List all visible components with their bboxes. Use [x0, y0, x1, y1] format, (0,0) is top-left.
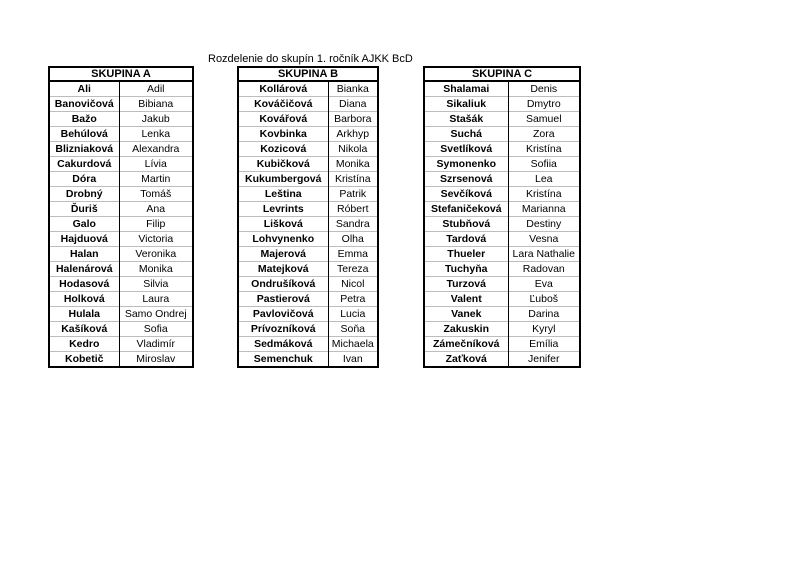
surname-cell: Holková: [49, 292, 119, 307]
first-name-cell: Martin: [119, 172, 193, 187]
table-row: [238, 97, 378, 112]
surname-cell: Banovičová: [49, 97, 119, 112]
first-name-cell: Dmytro: [508, 97, 580, 112]
table-row: [49, 307, 193, 322]
first-name-cell: Veronika: [119, 247, 193, 262]
first-name-cell: Lucia: [328, 307, 378, 322]
first-name-cell: Kristína: [508, 187, 580, 202]
first-name-cell: Róbert: [328, 202, 378, 217]
first-name-cell: Jakub: [119, 112, 193, 127]
first-name-cell: Denis: [508, 81, 580, 97]
surname-cell: Kovářová: [238, 112, 328, 127]
surname-cell: Halan: [49, 247, 119, 262]
first-name-cell: Lara Nathalie: [508, 247, 580, 262]
group-c-table: [423, 66, 581, 368]
surname-cell: Matejková: [238, 262, 328, 277]
first-name-cell: Vesna: [508, 232, 580, 247]
surname-cell: Stefaničeková: [424, 202, 508, 217]
first-name-cell: Olha: [328, 232, 378, 247]
surname-cell: Kobetič: [49, 352, 119, 368]
surname-cell: Symonenko: [424, 157, 508, 172]
surname-cell: Hajduová: [49, 232, 119, 247]
first-name-cell: Eva: [508, 277, 580, 292]
first-name-cell: Monika: [328, 157, 378, 172]
first-name-cell: Samo Ondrej: [119, 307, 193, 322]
first-name-cell: Ivan: [328, 352, 378, 368]
first-name-cell: Lenka: [119, 127, 193, 142]
surname-cell: Halenárová: [49, 262, 119, 277]
surname-cell: Prívozníková: [238, 322, 328, 337]
table-row: [49, 97, 193, 112]
surname-cell: Lišková: [238, 217, 328, 232]
surname-cell: Lohvynenko: [238, 232, 328, 247]
table-row: [238, 292, 378, 307]
first-name-cell: Kyryl: [508, 322, 580, 337]
first-name-cell: Radovan: [508, 262, 580, 277]
surname-cell: Drobný: [49, 187, 119, 202]
table-row: [424, 292, 580, 307]
surname-cell: Zakuskin: [424, 322, 508, 337]
first-name-cell: Emma: [328, 247, 378, 262]
table-row: [424, 157, 580, 172]
table-row: [424, 217, 580, 232]
surname-cell: Hodasová: [49, 277, 119, 292]
first-name-cell: Nicol: [328, 277, 378, 292]
surname-cell: Dóra: [49, 172, 119, 187]
first-name-cell: Diana: [328, 97, 378, 112]
table-row: [424, 232, 580, 247]
table-row: [238, 232, 378, 247]
surname-cell: Sedmáková: [238, 337, 328, 352]
table-row: [238, 352, 378, 368]
first-name-cell: Miroslav: [119, 352, 193, 368]
first-name-cell: Alexandra: [119, 142, 193, 157]
table-row: [424, 322, 580, 337]
group-b-table: [237, 66, 379, 368]
surname-cell: Tuchyňa: [424, 262, 508, 277]
surname-cell: Levrints: [238, 202, 328, 217]
surname-cell: Svetlíková: [424, 142, 508, 157]
first-name-cell: Victoria: [119, 232, 193, 247]
first-name-cell: Sofiia: [508, 157, 580, 172]
surname-cell: Leština: [238, 187, 328, 202]
surname-cell: Bažo: [49, 112, 119, 127]
table-row: [424, 262, 580, 277]
surname-cell: Shalamai: [424, 81, 508, 97]
first-name-cell: Darina: [508, 307, 580, 322]
first-name-cell: Soňa: [328, 322, 378, 337]
surname-cell: Pastierová: [238, 292, 328, 307]
surname-cell: Sevčíková: [424, 187, 508, 202]
first-name-cell: Ana: [119, 202, 193, 217]
first-name-cell: Samuel: [508, 112, 580, 127]
group-a-table: [48, 66, 194, 368]
table-row: [238, 127, 378, 142]
surname-cell: Zaťková: [424, 352, 508, 368]
first-name-cell: Tomáš: [119, 187, 193, 202]
table-row: [49, 292, 193, 307]
table-row: [49, 81, 193, 97]
table-row: [49, 322, 193, 337]
table-row: [424, 142, 580, 157]
table-row: [238, 307, 378, 322]
surname-cell: Cakurdová: [49, 157, 119, 172]
surname-cell: Zámečníková: [424, 337, 508, 352]
first-name-cell: Silvia: [119, 277, 193, 292]
table-row: [238, 172, 378, 187]
surname-cell: Stubňová: [424, 217, 508, 232]
table-row: [238, 202, 378, 217]
table-row: [238, 277, 378, 292]
table-row: [238, 337, 378, 352]
table-row: [238, 142, 378, 157]
surname-cell: Kovbinka: [238, 127, 328, 142]
surname-cell: Ďuriš: [49, 202, 119, 217]
table-row: [49, 247, 193, 262]
first-name-cell: Destiny: [508, 217, 580, 232]
document-title: Rozdelenie do skupín 1. ročník AJKK BcD: [208, 53, 413, 65]
first-name-cell: Kristína: [508, 142, 580, 157]
surname-cell: Szrsenová: [424, 172, 508, 187]
table-row: [49, 142, 193, 157]
surname-cell: Turzová: [424, 277, 508, 292]
surname-cell: Suchá: [424, 127, 508, 142]
first-name-cell: Tereza: [328, 262, 378, 277]
surname-cell: Kubičková: [238, 157, 328, 172]
table-row: [238, 112, 378, 127]
first-name-cell: Petra: [328, 292, 378, 307]
table-row: [49, 277, 193, 292]
surname-cell: Pavlovičová: [238, 307, 328, 322]
surname-cell: Behúlová: [49, 127, 119, 142]
first-name-cell: Barbora: [328, 112, 378, 127]
surname-cell: Majerová: [238, 247, 328, 262]
surname-cell: Kašíková: [49, 322, 119, 337]
first-name-cell: Michaela: [328, 337, 378, 352]
surname-cell: Hulala: [49, 307, 119, 322]
first-name-cell: Bibiana: [119, 97, 193, 112]
table-row: [49, 337, 193, 352]
first-name-cell: Arkhyp: [328, 127, 378, 142]
surname-cell: Blizniaková: [49, 142, 119, 157]
table-row: [238, 247, 378, 262]
first-name-cell: Lea: [508, 172, 580, 187]
table-row: [424, 247, 580, 262]
table-row: [49, 187, 193, 202]
table-row: [238, 262, 378, 277]
group-c-header: SKUPINA C: [424, 67, 580, 81]
surname-cell: Vanek: [424, 307, 508, 322]
surname-cell: Semenchuk: [238, 352, 328, 368]
first-name-cell: Monika: [119, 262, 193, 277]
surname-cell: Ali: [49, 81, 119, 97]
table-row: [49, 202, 193, 217]
first-name-cell: Jenifer: [508, 352, 580, 368]
first-name-cell: Bianka: [328, 81, 378, 97]
table-row: [49, 262, 193, 277]
surname-cell: Kozicová: [238, 142, 328, 157]
surname-cell: Sikaliuk: [424, 97, 508, 112]
first-name-cell: Emília: [508, 337, 580, 352]
first-name-cell: Vladimír: [119, 337, 193, 352]
table-row: [238, 187, 378, 202]
surname-cell: Galo: [49, 217, 119, 232]
table-row: [238, 81, 378, 97]
table-row: [49, 232, 193, 247]
group-header-row: [49, 67, 193, 81]
table-row: [49, 352, 193, 368]
table-row: [424, 277, 580, 292]
first-name-cell: Marianna: [508, 202, 580, 217]
surname-cell: Kollárová: [238, 81, 328, 97]
table-row: [49, 172, 193, 187]
table-row: [49, 217, 193, 232]
surname-cell: Ondrušíková: [238, 277, 328, 292]
surname-cell: Tardová: [424, 232, 508, 247]
surname-cell: Thueler: [424, 247, 508, 262]
table-row: [49, 127, 193, 142]
first-name-cell: Sandra: [328, 217, 378, 232]
group-header-row: [424, 67, 580, 81]
first-name-cell: Laura: [119, 292, 193, 307]
first-name-cell: Ľuboš: [508, 292, 580, 307]
table-row: [424, 112, 580, 127]
first-name-cell: Lívia: [119, 157, 193, 172]
table-row: [424, 352, 580, 368]
first-name-cell: Kristína: [328, 172, 378, 187]
group-header-row: [238, 67, 378, 81]
surname-cell: Kukumbergová: [238, 172, 328, 187]
first-name-cell: Nikola: [328, 142, 378, 157]
table-row: [424, 127, 580, 142]
table-row: [238, 217, 378, 232]
table-row: [424, 307, 580, 322]
surname-cell: Valent: [424, 292, 508, 307]
table-row: [49, 112, 193, 127]
table-row: [49, 157, 193, 172]
first-name-cell: Adil: [119, 81, 193, 97]
group-a-header: SKUPINA A: [49, 67, 193, 81]
table-row: [424, 81, 580, 97]
surname-cell: Kedro: [49, 337, 119, 352]
table-row: [424, 202, 580, 217]
table-row: [238, 157, 378, 172]
group-b-header: SKUPINA B: [238, 67, 378, 81]
surname-cell: Kováčičová: [238, 97, 328, 112]
table-row: [424, 172, 580, 187]
first-name-cell: Zora: [508, 127, 580, 142]
surname-cell: Stašák: [424, 112, 508, 127]
first-name-cell: Sofia: [119, 322, 193, 337]
table-row: [424, 187, 580, 202]
first-name-cell: Filip: [119, 217, 193, 232]
table-row: [424, 97, 580, 112]
table-row: [238, 322, 378, 337]
first-name-cell: Patrik: [328, 187, 378, 202]
table-row: [424, 337, 580, 352]
